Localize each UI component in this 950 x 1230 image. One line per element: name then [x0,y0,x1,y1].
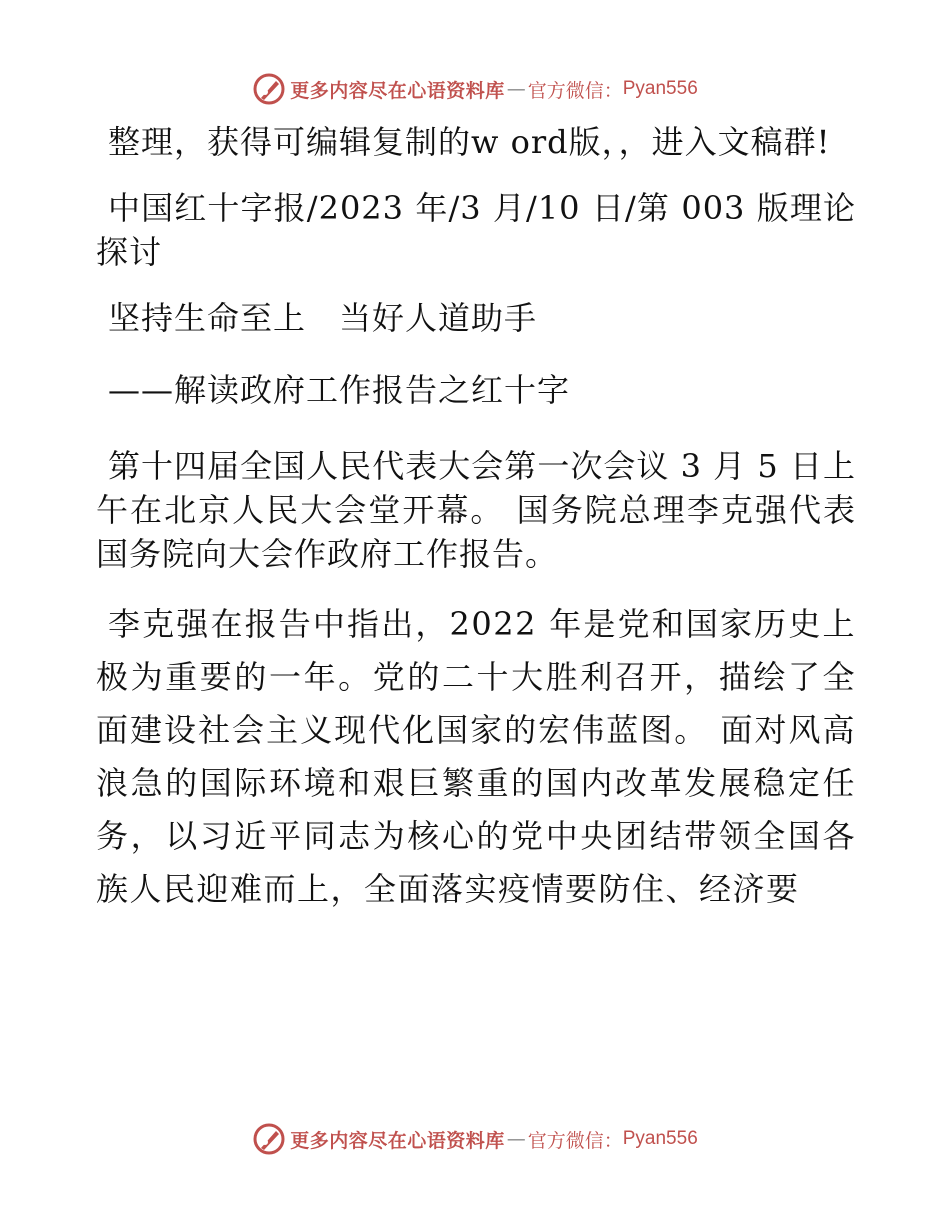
footer-watermark [0,1122,950,1156]
quill-logo-icon [252,72,286,106]
watermark-wechat-id: Pyan556 [622,1128,698,1149]
watermark-dash: — [506,78,526,100]
watermark-text: 更多内容尽在心语资料库 [290,79,505,102]
watermark-wechat-id: Pyan556 [622,78,698,99]
watermark-text: 更多内容尽在心语资料库 [290,1129,505,1152]
quill-logo-icon [252,1122,286,1156]
document-body [96,120,856,916]
paragraph-opening: 第十四届全国人民代表大会第一次会议 3 月 5 日上午在北京人民大会堂开幕。 国务院总理李克强代表国务院向大会作政府工作报告。 [96,447,856,573]
intro-paragraph: 整理，获得可编辑复制的w ord版，，进入文稿群! [108,123,831,161]
article-subtitle: ——解读政府工作报告之红十字 [108,371,571,409]
article-title: 坚持生命至上 当好人道助手 [108,299,538,337]
watermark-sub: 官方微信： [527,79,623,102]
paragraph-report: 李克强在报告中指出，2022 年是党和国家历史上极为重要的一年。党的二十大胜利召开，描绘了全面建设社会主义现代化国家的宏伟蓝图。 面对风高浪急的国际环境和艰巨繁重的国内改革发展稳定任务，以习近平同志为核心的党中央团结带领全国各族人民迎难而上，全面落实疫情要防住、经济要 [96,605,856,908]
source-line: 中国红十字报/2023 年/3 月/10 日/第 003 版理论探讨 [96,189,856,271]
watermark-dash: — [506,1128,526,1150]
watermark-sub: 官方微信： [527,1129,623,1152]
header-watermark [0,72,950,106]
